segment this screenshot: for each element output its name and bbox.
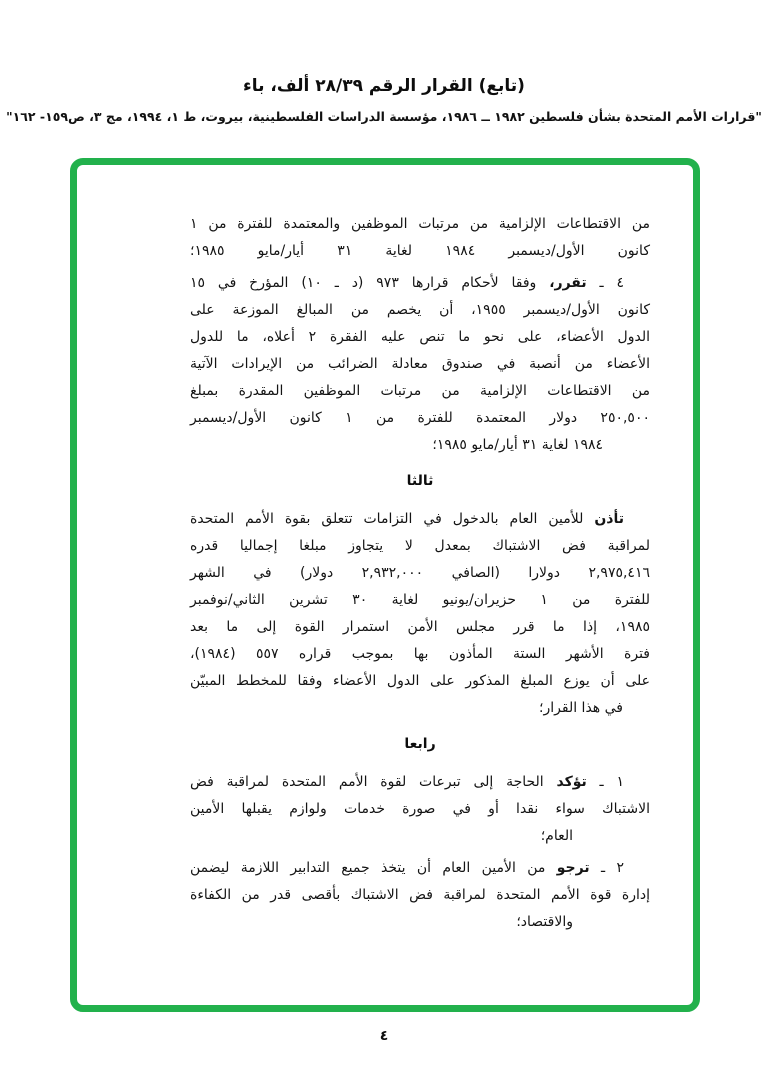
text-line	[190, 796, 650, 823]
text-segment: في هذا القرار؛	[539, 700, 623, 716]
paragraph	[190, 270, 650, 459]
bold-text: تقرر،	[549, 275, 587, 291]
paragraph	[190, 769, 650, 850]
text-segment: ٢ ـ	[589, 860, 624, 876]
text-segment: الحاجة إلى تبرعات لقوة الأمم المتحدة لمراقبة فض	[190, 774, 557, 790]
text-segment: من الأمين العام أن يتخذ جميع التدابير اللازمة ليضمن	[190, 860, 557, 876]
paragraph	[190, 855, 650, 936]
page-title: (تابع) القرار الرقم ٢٨/٣٩ ألف، باء	[243, 76, 525, 96]
bold-text: تؤكد	[556, 774, 587, 790]
text-line	[190, 587, 650, 614]
text-line	[190, 270, 650, 297]
paragraph	[190, 506, 650, 722]
text-line	[190, 695, 650, 722]
text-segment: الدول الأعضاء، على نحو ما تنص عليه الفقرة ٢ أعلاه، ما للدول	[190, 329, 650, 345]
text-line	[190, 533, 650, 560]
text-segment: كانون الأول/ديسمبر ١٩٨٤ لغاية ٣١ أيار/مايو ١٩٨٥؛	[190, 243, 650, 259]
text-line	[190, 614, 650, 641]
text-line	[190, 641, 650, 668]
text-segment: لمراقبة فض الاشتباك بمعدل لا يتجاوز مبلغا إجماليا قدره	[190, 538, 650, 554]
text-line	[190, 211, 650, 238]
text-segment: إدارة قوة الأمم المتحدة لمراقبة فض الاشتباك بأقصى قدر من الكفاءة	[190, 887, 650, 903]
text-segment: على أن يوزع المبلغ المذكور على الدول الأعضاء وفقا للمخطط المبيّن	[190, 673, 650, 689]
text-line	[190, 405, 650, 432]
text-line	[190, 909, 650, 936]
text-segment: والاقتصاد؛	[516, 914, 573, 930]
text-line	[190, 351, 650, 378]
page-number: ٤	[379, 1028, 389, 1044]
document-text	[190, 211, 650, 936]
section-heading: رابعا	[404, 736, 436, 752]
text-line	[190, 882, 650, 909]
text-segment: وفقا لأحكام قرارها ٩٧٣ (د ـ ١٠) المؤرخ في ١٥	[190, 275, 550, 291]
text-segment: للأمين العام بالدخول في التزامات تتعلق بقوة الأمم المتحدة	[190, 511, 595, 527]
text-segment: ١٩٨٤ لغاية ٣١ أيار/مايو ١٩٨٥؛	[432, 437, 603, 453]
text-segment: ١ ـ	[586, 774, 624, 790]
text-line	[190, 378, 650, 405]
text-segment: من الاقتطاعات الإلزامية من مرتبات الموظفين المقدرة بمبلغ	[190, 383, 650, 399]
text-line	[190, 560, 650, 587]
section-heading: ثالثا	[406, 473, 434, 489]
text-line	[190, 506, 650, 533]
text-line	[190, 855, 650, 882]
text-segment: من الاقتطاعات الإلزامية من مرتبات الموظفين والمعتمدة للفترة من ١	[190, 216, 650, 232]
text-segment: العام؛	[540, 828, 573, 844]
bold-text: تأذن	[594, 511, 624, 527]
text-segment: ١٩٨٥، إذا ما قرر مجلس الأمن استمرار القوة إلى ما بعد	[190, 619, 650, 635]
text-line	[190, 823, 650, 850]
text-segment: ٢,٩٧٥,٤١٦ دولارا (الصافي ٢,٩٣٢,٠٠٠ دولار) في الشهر	[190, 565, 650, 581]
text-segment: ٤ ـ	[586, 275, 624, 291]
text-segment: كانون الأول/ديسمبر ١٩٥٥، أن يخصم من المبالغ الموزعة على	[190, 302, 650, 318]
text-line	[190, 297, 650, 324]
text-segment: الاشتباك سواء نقدا أو في صورة خدمات ولوازم يقبلها الأمين	[190, 801, 650, 817]
bold-text: ترجو	[556, 860, 590, 876]
source-citation: "قرارات الأمم المتحدة بشأن فلسطين ١٩٨٢ ــ ١٩٨٦، مؤسسة الدراسات الفلسطينية، بيروت، ط ١، ١٩٩٤، مج ٣، ص١٥٩- ١٦٢"	[6, 109, 762, 124]
text-segment: ٢٥٠,٥٠٠ دولار المعتمدة للفترة من ١ كانون الأول/ديسمبر	[190, 410, 650, 426]
text-segment: فترة الأشهر الستة المأذون بها بموجب قراره ٥٥٧ (١٩٨٤)،	[190, 646, 651, 662]
paragraph	[190, 211, 650, 265]
text-line	[190, 432, 650, 459]
text-line	[190, 324, 650, 351]
text-line	[190, 668, 650, 695]
text-line	[190, 238, 650, 265]
text-segment: للفترة من ١ حزيران/يونيو لغاية ٣٠ تشرين الثاني/نوفمبر	[190, 592, 651, 608]
text-line	[190, 769, 650, 796]
green-highlight-frame	[70, 158, 700, 1012]
text-segment: الأعضاء من أنصبة في صندوق معادلة الضرائب من الإيرادات الآتية	[190, 356, 650, 372]
